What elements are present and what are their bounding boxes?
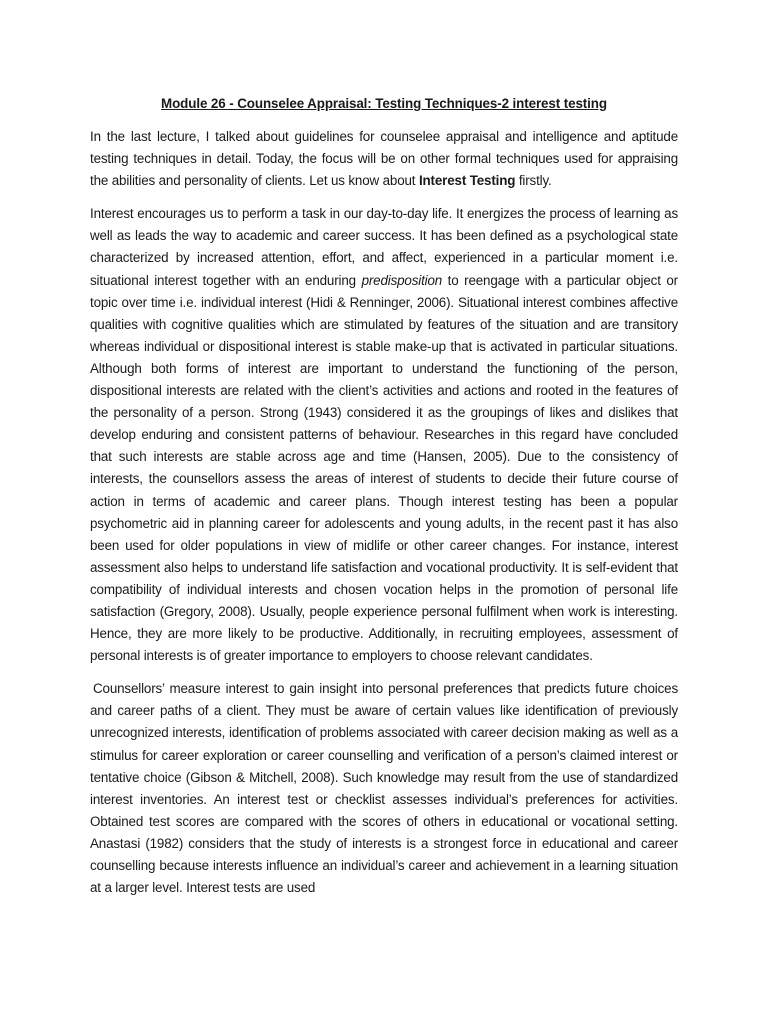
paragraph-interest-text-b: to reengage with a particular object or topic over time i.e. individual interest (Hidi & Renninger, 2006). Situational interest combines affective qualities with cognitive qualities which are stimulated by features of the situation and are transitory whereas individual or dispositional interest is stable make-up that is activated in particular situations. Although both forms of interest are important to understand the functioning of the person, dispositional interests are related with the client’s activities and actions and rooted in the features of the personality of a person. Strong (1943) considered it as the groupings of likes and dislikes that develop enduring and consistent patterns of behaviour. Researches in this regard have concluded that such interests are stable across age and time (Hansen, 2005). Due to the consistency of interests, the counsellors assess the areas of interest of students to decide their future course of action in terms of academic and career plans. Though interest testing has been a popular psychometric aid in planning career for adolescents and young adults, in the recent past it has also been used for older populations in view of midlife or other career changes. For instance, interest assessment also helps to understand life satisfaction and vocational productivity. It is self-evident that compatibility of individual interests and chosen vocation helps in the promotion of personal life satisfaction (Gregory, 2008). Usually, people experience personal fulfilment when work is interesting. Hence, they are more likely to be productive. Additionally, in recruiting employees, assessment of personal interests is of greater importance to employers to choose relevant candidates. bbox=[90, 272, 678, 664]
paragraph-counsellors-measure bbox=[90, 678, 678, 899]
predisposition-term: predisposition bbox=[361, 272, 443, 288]
paragraph-interest-text-a: Interest encourages us to perform a task in our day-to-day life. It energizes the process of learning as well as leads the way to academic and career success. It has been defined as a psychological state characterized by increased attention, effort, and affect, experienced in a particular moment i.e. situational interest together with an enduring bbox=[90, 206, 678, 288]
paragraph-intro-end: firstly. bbox=[515, 173, 552, 189]
paragraph-intro bbox=[90, 126, 678, 192]
document-title: Module 26 - Counselee Appraisal: Testing Techniques-2 interest testing bbox=[161, 96, 607, 111]
paragraph-intro-text: In the last lecture, I talked about guidelines for counselee appraisal and intelligence and aptitude testing techniques in detail. Today, the focus will be on other formal techniques used for appraising the abilities and personality of clients. Let us know about bbox=[90, 129, 678, 189]
paragraph-interest-definition bbox=[90, 203, 678, 667]
document-body bbox=[90, 94, 678, 911]
interest-testing-term: Interest Testing bbox=[418, 173, 516, 189]
paragraph-counsellors-text: Counsellors’ measure interest to gain insight into personal preferences that predicts future choices and career paths of a client. They must be aware of certain values like identification of previously unrecognized interests, identification of problems associated with career decision making as well as a stimulus for career exploration or career counselling and verification of a person’s claimed interest or tentative choice (Gibson & Mitchell, 2008). Such knowledge may result from the use of standardized interest inventories. An interest test or checklist assesses individual’s preferences for activities. Obtained test scores are compared with the scores of others in educational or vocational setting. Anastasi (1982) considers that the study of interests is a strongest force in educational and career counselling because interests influence an individual’s career and achievement in a learning situation at a larger level. Interest tests are used bbox=[90, 681, 678, 896]
